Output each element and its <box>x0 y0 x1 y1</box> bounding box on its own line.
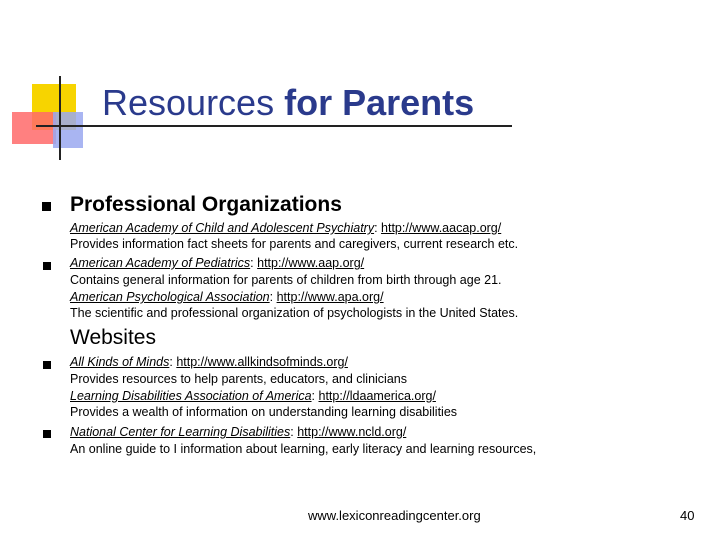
bullet-square-icon <box>43 262 51 270</box>
org-link[interactable]: Learning Disabilities Association of America <box>70 389 312 403</box>
footer-site: www.lexiconreadingcenter.org <box>308 508 481 523</box>
title-normal: Resources <box>102 82 275 123</box>
url-link[interactable]: http://www.allkindsofminds.org/ <box>176 355 348 369</box>
page-number: 40 <box>680 508 695 523</box>
url-link[interactable]: http://www.aap.org/ <box>257 256 365 270</box>
item-description: An online guide to I information about learning, early literacy and learning resources, <box>70 442 537 456</box>
bullet-square-icon <box>43 361 51 369</box>
slide-title <box>102 82 474 124</box>
url-link[interactable]: http://ldaamerica.org/ <box>318 389 436 403</box>
org-link[interactable]: American Academy of Child and Adolescent Psychiatry <box>70 221 375 235</box>
title-bold: for Parents <box>284 82 475 123</box>
org-link[interactable]: American Psychological Association <box>70 290 270 304</box>
separator: : <box>311 389 319 403</box>
separator: : <box>169 355 177 369</box>
decor-red-square <box>12 112 56 144</box>
org-link[interactable]: American Academy of Pediatrics <box>70 256 251 270</box>
item-line <box>70 389 436 404</box>
item-description: Provides information fact sheets for parents and caregivers, current research etc. <box>70 237 519 251</box>
url-link[interactable]: http://www.aacap.org/ <box>381 221 502 235</box>
item-description: Provides a wealth of information on understanding learning disabilities <box>70 405 458 419</box>
url-link[interactable]: http://www.apa.org/ <box>276 290 384 304</box>
item-description: Provides resources to help parents, educators, and clinicians <box>70 372 407 386</box>
item-line <box>70 256 364 271</box>
decor-vertical-line <box>59 76 61 160</box>
section-heading-professional: Professional Organizations <box>70 193 342 216</box>
separator: : <box>269 290 277 304</box>
bullet-square-icon <box>42 202 51 211</box>
item-line <box>70 290 384 305</box>
separator: : <box>250 256 258 270</box>
item-line <box>70 425 406 440</box>
item-line <box>70 355 348 370</box>
separator: : <box>374 221 382 235</box>
decor-blue-square <box>53 112 83 148</box>
org-link[interactable]: National Center for Learning Disabilities <box>70 425 291 439</box>
item-description: Contains general information for parents of children from birth through age 21. <box>70 273 502 287</box>
title-underline <box>36 125 512 127</box>
org-link[interactable]: All Kinds of Minds <box>70 355 170 369</box>
separator: : <box>290 425 298 439</box>
url-link[interactable]: http://www.ncld.org/ <box>297 425 407 439</box>
bullet-square-icon <box>43 430 51 438</box>
item-line <box>70 221 501 236</box>
section-heading-websites: Websites <box>70 326 156 349</box>
item-description: The scientific and professional organization of psychologists in the United States. <box>70 306 519 320</box>
